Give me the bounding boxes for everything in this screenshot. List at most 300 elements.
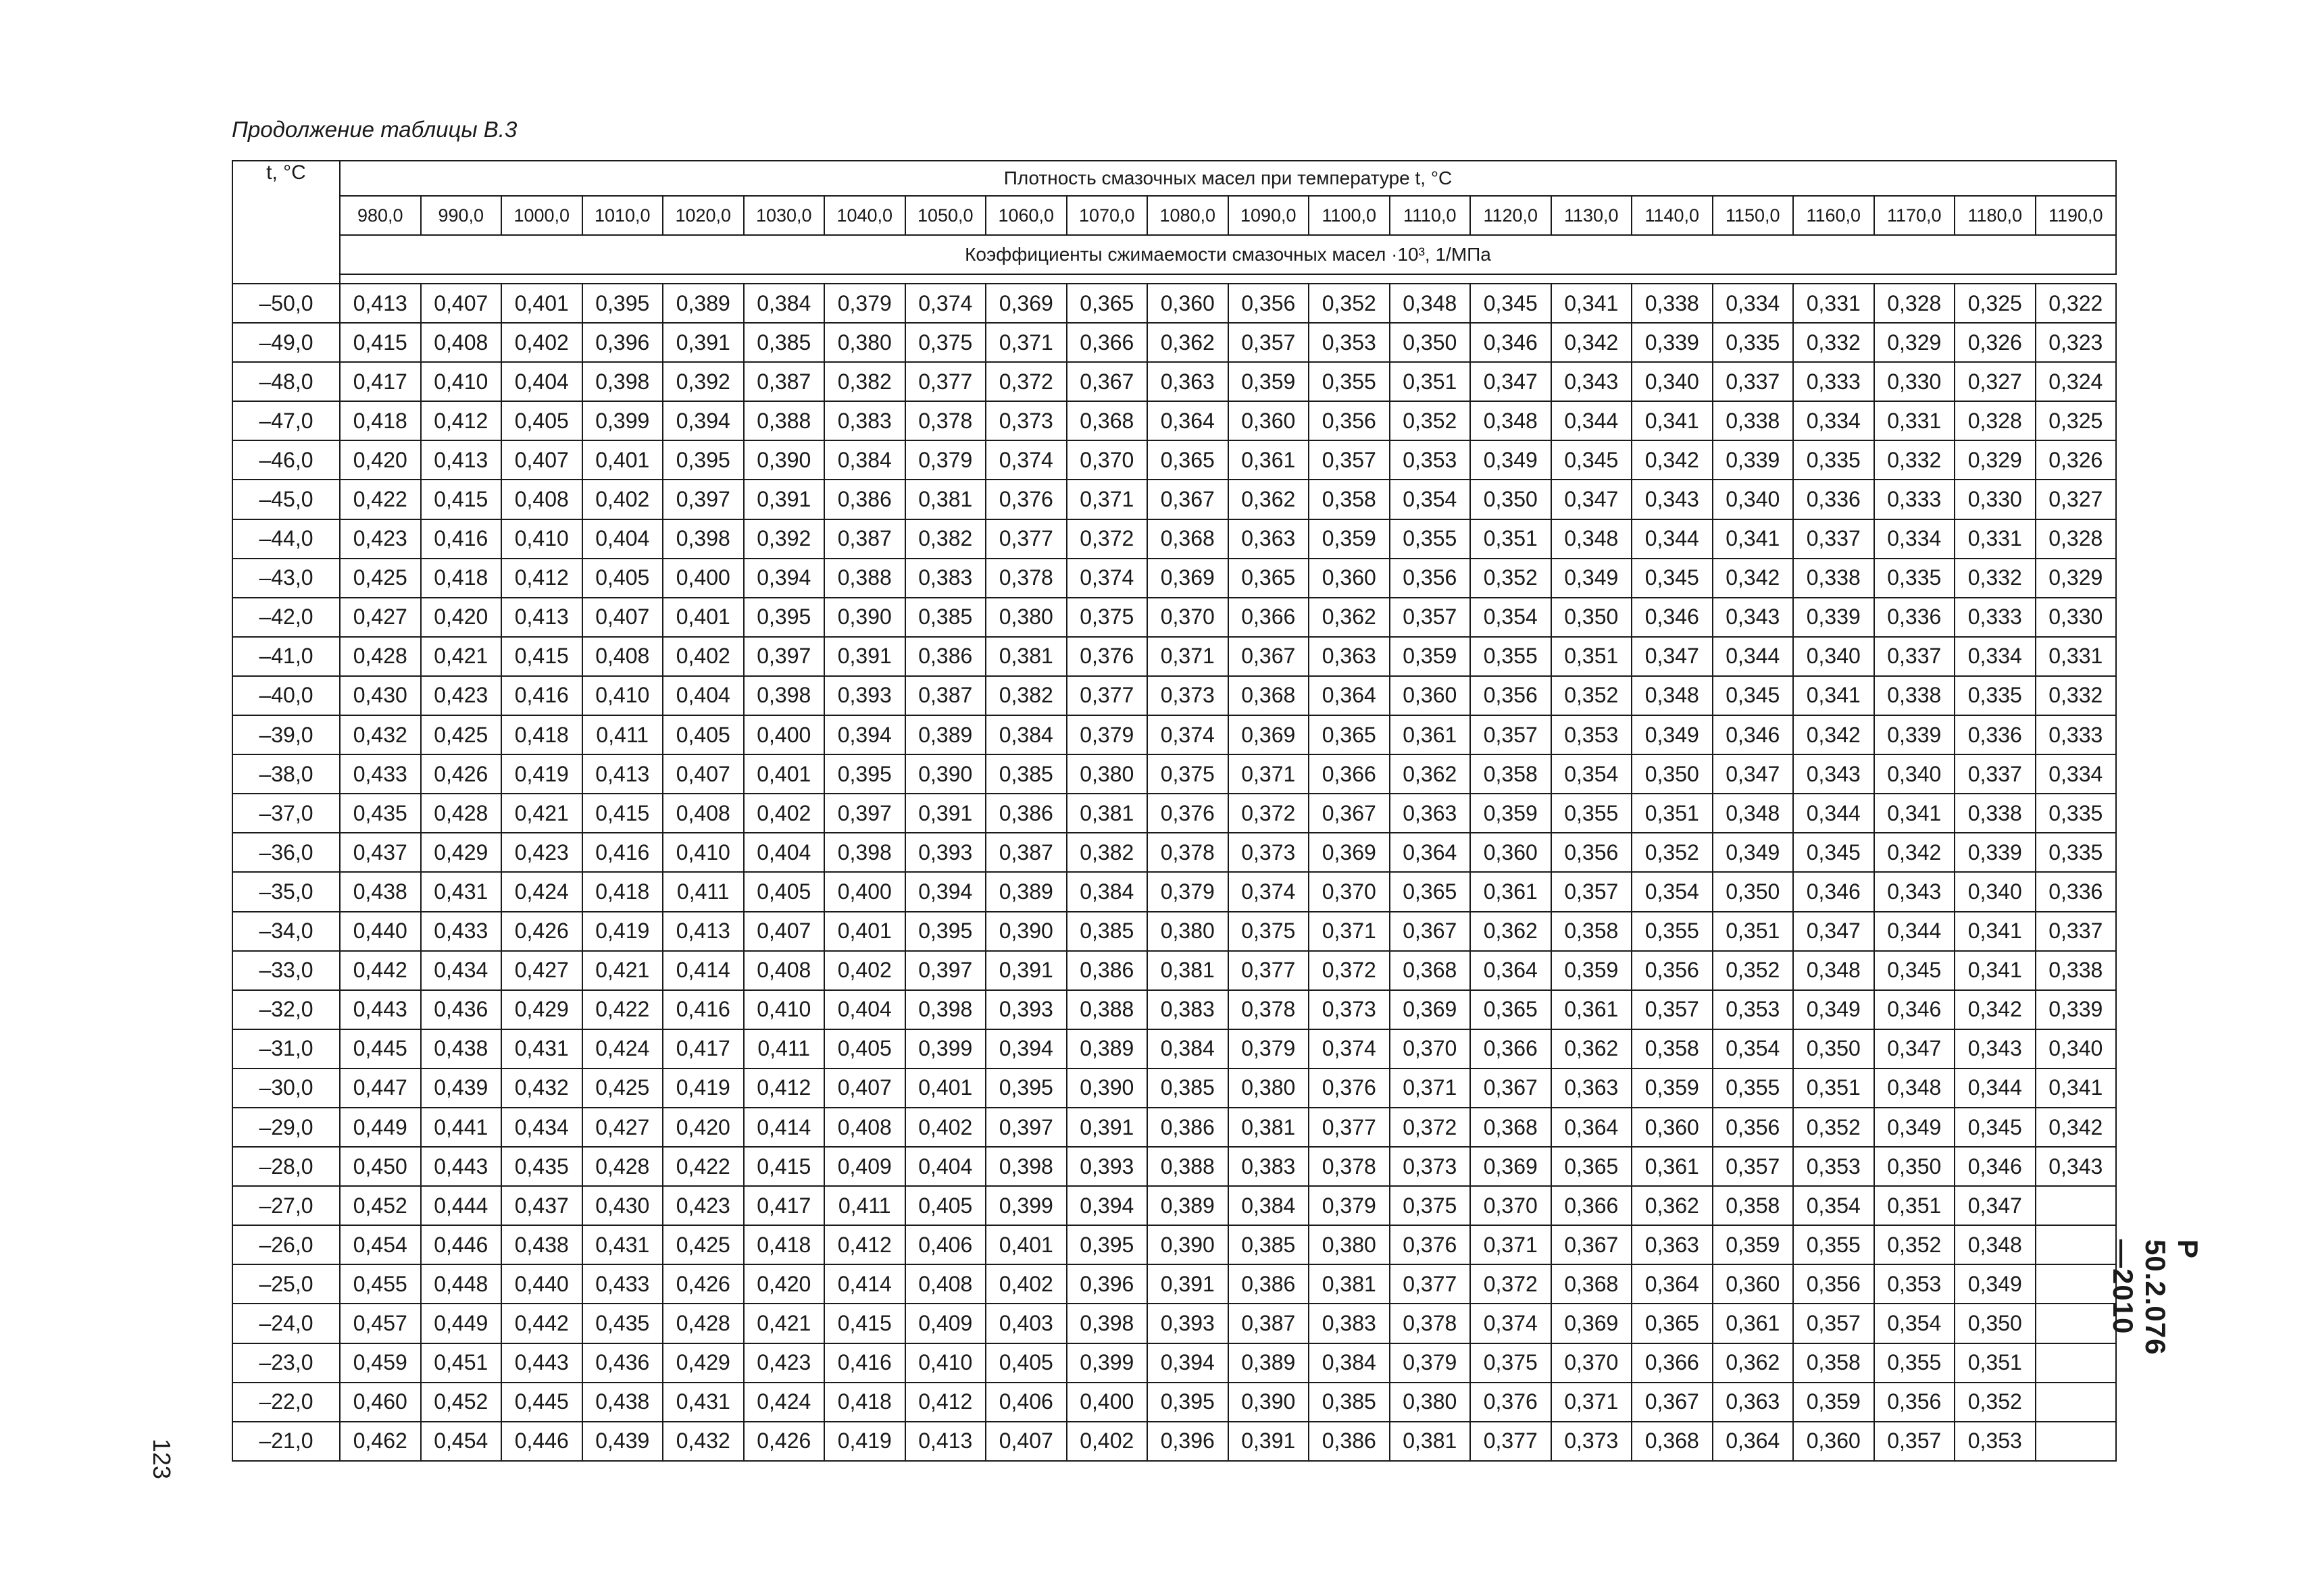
coefficient-cell: 0,361: [1390, 715, 1471, 754]
coefficient-cell: 0,418: [340, 401, 421, 440]
coefficient-cell: 0,382: [1067, 833, 1148, 872]
coefficient-cell: 0,329: [1874, 323, 1955, 362]
coefficient-cell: 0,442: [340, 951, 421, 990]
coefficient-cell: 0,443: [421, 1147, 502, 1186]
coefficient-cell: 0,397: [663, 480, 744, 519]
coefficient-cell: 0,396: [1147, 1422, 1228, 1461]
coefficient-cell: 0,412: [824, 1225, 905, 1264]
coefficient-cell: 0,440: [501, 1264, 582, 1304]
temperature-cell: –35,0: [232, 872, 340, 911]
coefficient-cell: 0,357: [1713, 1147, 1794, 1186]
coefficient-cell: 0,443: [340, 990, 421, 1029]
coefficient-cell: 0,389: [905, 715, 986, 754]
density-header-cell: 990,0: [421, 196, 502, 235]
coefficient-cell: 0,377: [986, 519, 1067, 559]
coefficient-cell: 0,435: [501, 1147, 582, 1186]
coefficient-cell: 0,352: [1713, 951, 1794, 990]
coefficient-cell: 0,393: [1147, 1304, 1228, 1343]
coefficient-cell: 0,357: [1470, 715, 1551, 754]
coefficient-cell: 0,428: [421, 794, 502, 833]
coefficient-cell: 0,423: [744, 1343, 825, 1383]
density-header-cell: 1080,0: [1147, 196, 1228, 235]
coefficient-cell: 0,379: [1309, 1186, 1390, 1225]
coefficient-cell: 0,401: [986, 1225, 1067, 1264]
coefficient-cell: 0,429: [663, 1343, 744, 1383]
coefficient-cell: 0,381: [905, 480, 986, 519]
coefficient-cell: 0,365: [1309, 715, 1390, 754]
coefficient-cell: 0,331: [1955, 519, 2036, 559]
coefficient-cell: 0,389: [663, 284, 744, 323]
coefficient-cell: 0,353: [1390, 440, 1471, 480]
coefficient-cell: 0,426: [421, 754, 502, 794]
coefficient-cell: 0,356: [1309, 401, 1390, 440]
table-row: [232, 1108, 2116, 1147]
coefficient-cell: 0,384: [1147, 1029, 1228, 1069]
coefficient-cell: 0,401: [744, 754, 825, 794]
coefficient-cell: 0,450: [340, 1147, 421, 1186]
coefficient-cell: 0,395: [1147, 1383, 1228, 1422]
coefficient-cell: 0,343: [1874, 872, 1955, 911]
coefficient-cell: 0,398: [986, 1147, 1067, 1186]
coefficient-cell: 0,356: [1228, 284, 1309, 323]
coefficient-cell: 0,431: [582, 1225, 663, 1264]
coefficient-cell: 0,328: [1874, 284, 1955, 323]
coefficient-cell: 0,341: [1955, 912, 2036, 951]
coefficient-cell: 0,415: [824, 1304, 905, 1343]
coefficient-cell: 0,401: [582, 440, 663, 480]
density-header-cell: 1020,0: [663, 196, 744, 235]
coefficient-cell: 0,348: [1470, 401, 1551, 440]
coefficient-cell: 0,339: [2036, 990, 2117, 1029]
coefficient-cell: 0,357: [1309, 440, 1390, 480]
coefficient-cell: 0,374: [905, 284, 986, 323]
coefficient-cell: 0,346: [1955, 1147, 2036, 1186]
coefficient-cell: 0,334: [2036, 754, 2117, 794]
temperature-cell: –23,0: [232, 1343, 340, 1383]
coefficient-cell: 0,415: [421, 480, 502, 519]
coefficient-cell: 0,377: [1390, 1264, 1471, 1304]
coefficient-cell: 0,359: [1309, 519, 1390, 559]
coefficient-cell: 0,393: [1067, 1147, 1148, 1186]
temperature-cell: –27,0: [232, 1186, 340, 1225]
coefficient-cell: 0,428: [663, 1304, 744, 1343]
coefficient-cell: 0,402: [582, 480, 663, 519]
coefficient-cell: 0,438: [421, 1029, 502, 1069]
coefficient-cell: 0,367: [1228, 637, 1309, 676]
coefficient-cell: 0,403: [986, 1304, 1067, 1343]
coefficient-cell: 0,348: [1713, 794, 1794, 833]
coefficient-cell: 0,334: [1713, 284, 1794, 323]
coefficient-cell: 0,330: [2036, 598, 2117, 637]
coefficient-cell: 0,397: [744, 637, 825, 676]
coefficient-cell: 0,371: [986, 323, 1067, 362]
temperature-cell: –50,0: [232, 284, 340, 323]
coefficient-cell: 0,342: [1632, 440, 1713, 480]
coefficient-cell: 0,417: [744, 1186, 825, 1225]
density-header-cell: 1000,0: [501, 196, 582, 235]
coefficient-cell: 0,331: [2036, 637, 2117, 676]
coefficient-cell: 0,406: [986, 1383, 1067, 1422]
coefficient-cell: 0,358: [1793, 1343, 1874, 1383]
coefficient-cell: 0,340: [1955, 872, 2036, 911]
coefficient-cell: 0,427: [340, 598, 421, 637]
coefficient-cell: 0,374: [1309, 1029, 1390, 1069]
coefficient-cell: 0,414: [663, 951, 744, 990]
coefficient-cell: 0,378: [1228, 990, 1309, 1029]
coefficient-cell: 0,365: [1470, 990, 1551, 1029]
coefficient-cell: 0,351: [1470, 519, 1551, 559]
coefficient-cell: 0,413: [663, 912, 744, 951]
coefficient-cell: 0,413: [421, 440, 502, 480]
table-row: [232, 598, 2116, 637]
coefficient-cell: 0,353: [1955, 1422, 2036, 1461]
coefficient-cell: 0,367: [1632, 1383, 1713, 1422]
coefficient-cell: 0,343: [1551, 362, 1632, 401]
coefficient-cell: 0,335: [1955, 676, 2036, 715]
coefficient-cell: 0,343: [1713, 598, 1794, 637]
table-row: [232, 912, 2116, 951]
coefficient-cell: 0,341: [2036, 1069, 2117, 1108]
coefficient-cell: 0,356: [1551, 833, 1632, 872]
table-row: [232, 754, 2116, 794]
temperature-cell: –41,0: [232, 637, 340, 676]
coefficient-cell: 0,373: [1309, 990, 1390, 1029]
coefficient-cell: 0,381: [1390, 1422, 1471, 1461]
temperature-cell: –45,0: [232, 480, 340, 519]
coefficient-cell: 0,401: [824, 912, 905, 951]
coefficient-cell: 0,418: [421, 559, 502, 598]
coefficient-cell: 0,427: [501, 951, 582, 990]
coefficient-cell: 0,397: [986, 1108, 1067, 1147]
coefficient-cell: 0,449: [421, 1304, 502, 1343]
coefficient-cell: 0,339: [1713, 440, 1794, 480]
coefficient-cell: 0,397: [905, 951, 986, 990]
coefficient-cell: 0,378: [905, 401, 986, 440]
coefficient-cell: 0,351: [1793, 1069, 1874, 1108]
coefficient-cell: 0,370: [1551, 1343, 1632, 1383]
temperature-cell: –29,0: [232, 1108, 340, 1147]
coefficient-cell: 0,333: [1955, 598, 2036, 637]
coefficient-cell: 0,362: [1228, 480, 1309, 519]
coefficient-cell: 0,412: [905, 1383, 986, 1422]
coefficient-cell: 0,374: [986, 440, 1067, 480]
coefficient-cell: 0,377: [1228, 951, 1309, 990]
coefficient-cell: 0,368: [1551, 1264, 1632, 1304]
coefficient-cell: 0,366: [1228, 598, 1309, 637]
coefficient-cell: 0,342: [2036, 1108, 2117, 1147]
coefficient-cell: 0,325: [1955, 284, 2036, 323]
coefficient-cell: 0,423: [340, 519, 421, 559]
coefficient-cell: 0,380: [1309, 1225, 1390, 1264]
coefficient-cell: 0,354: [1470, 598, 1551, 637]
coefficient-cell: 0,366: [1470, 1029, 1551, 1069]
coefficient-cell: 0,394: [986, 1029, 1067, 1069]
coefficient-cell: 0,388: [824, 559, 905, 598]
coefficient-cell: 0,385: [986, 754, 1067, 794]
coefficient-cell: 0,383: [1309, 1304, 1390, 1343]
coefficient-cell: 0,434: [501, 1108, 582, 1147]
coefficient-cell: 0,457: [340, 1304, 421, 1343]
coefficient-cell: 0,350: [1874, 1147, 1955, 1186]
coefficient-cell: 0,337: [2036, 912, 2117, 951]
coefficient-cell: 0,386: [1067, 951, 1148, 990]
coefficient-cell: 0,375: [1470, 1343, 1551, 1383]
table-row: [232, 637, 2116, 676]
coefficient-cell: 0,368: [1067, 401, 1148, 440]
coefficient-cell: 0,356: [1632, 951, 1713, 990]
coefficient-cell: [2036, 1186, 2117, 1225]
coefficient-cell: 0,351: [1632, 794, 1713, 833]
coefficient-cell: 0,394: [663, 401, 744, 440]
coefficient-cell: 0,352: [1309, 284, 1390, 323]
coefficient-cell: 0,335: [2036, 833, 2117, 872]
coefficient-cell: 0,389: [986, 872, 1067, 911]
coefficient-cell: 0,407: [744, 912, 825, 951]
coefficient-cell: 0,400: [744, 715, 825, 754]
coefficient-cell: 0,383: [1147, 990, 1228, 1029]
coefficient-cell: 0,412: [421, 401, 502, 440]
table-row: [232, 284, 2116, 323]
coefficient-cell: 0,436: [582, 1343, 663, 1383]
coefficient-cell: 0,363: [1713, 1383, 1794, 1422]
density-header-cell: 1160,0: [1793, 196, 1874, 235]
coefficient-cell: 0,342: [1874, 833, 1955, 872]
coefficient-cell: 0,342: [1551, 323, 1632, 362]
coefficient-cell: 0,387: [986, 833, 1067, 872]
coefficient-cell: 0,364: [1147, 401, 1228, 440]
coefficient-cell: 0,402: [905, 1108, 986, 1147]
coefficient-cell: 0,423: [421, 676, 502, 715]
coefficient-cell: 0,371: [1309, 912, 1390, 951]
coefficient-cell: 0,418: [824, 1383, 905, 1422]
density-header-cell: 1130,0: [1551, 196, 1632, 235]
coefficient-cell: 0,393: [905, 833, 986, 872]
coefficient-cell: 0,424: [744, 1383, 825, 1422]
coefficient-cell: 0,363: [1309, 637, 1390, 676]
coefficient-cell: 0,353: [1309, 323, 1390, 362]
coefficient-cell: 0,400: [824, 872, 905, 911]
coefficient-cell: 0,347: [1713, 754, 1794, 794]
coefficient-cell: 0,375: [1390, 1186, 1471, 1225]
coefficient-cell: 0,347: [1551, 480, 1632, 519]
coefficient-cell: 0,327: [1955, 362, 2036, 401]
coefficient-cell: 0,348: [1874, 1069, 1955, 1108]
coefficient-cell: 0,460: [340, 1383, 421, 1422]
coefficient-cell: 0,381: [1228, 1108, 1309, 1147]
temperature-cell: –46,0: [232, 440, 340, 480]
coefficient-cell: 0,359: [1390, 637, 1471, 676]
coefficient-cell: 0,381: [1309, 1264, 1390, 1304]
coefficient-cell: 0,360: [1470, 833, 1551, 872]
coefficient-cell: 0,330: [1874, 362, 1955, 401]
table-row: [232, 440, 2116, 480]
coefficient-cell: 0,352: [1874, 1225, 1955, 1264]
coefficient-cell: 0,378: [1147, 833, 1228, 872]
coefficient-cell: 0,392: [744, 519, 825, 559]
coefficient-cell: [2036, 1422, 2117, 1461]
coefficient-cell: 0,365: [1551, 1147, 1632, 1186]
coefficient-cell: 0,387: [744, 362, 825, 401]
coefficient-cell: 0,439: [421, 1069, 502, 1108]
coefficient-cell: 0,361: [1228, 440, 1309, 480]
coefficient-cell: 0,345: [1955, 1108, 2036, 1147]
coefficient-cell: 0,412: [744, 1069, 825, 1108]
table-row: [232, 1186, 2116, 1225]
coefficient-cell: 0,427: [582, 1108, 663, 1147]
coefficient-cell: 0,419: [663, 1069, 744, 1108]
coefficient-cell: 0,338: [2036, 951, 2117, 990]
coefficient-cell: 0,337: [1793, 519, 1874, 559]
coefficient-cell: 0,433: [421, 912, 502, 951]
coefficient-cell: 0,404: [663, 676, 744, 715]
coefficient-cell: 0,365: [1632, 1304, 1713, 1343]
coefficient-cell: 0,348: [1955, 1225, 2036, 1264]
temperature-cell: –39,0: [232, 715, 340, 754]
compressibility-table: [232, 160, 2117, 1462]
coefficient-cell: 0,367: [1390, 912, 1471, 951]
table-row: [232, 1343, 2116, 1383]
coefficient-cell: 0,436: [421, 990, 502, 1029]
coefficient-cell: 0,346: [1713, 715, 1794, 754]
coefficient-cell: 0,431: [501, 1029, 582, 1069]
coefficient-cell: 0,324: [2036, 362, 2117, 401]
table-header: [232, 161, 2116, 284]
coefficient-cell: 0,355: [1551, 794, 1632, 833]
coefficient-cell: 0,365: [1390, 872, 1471, 911]
coefficient-cell: 0,452: [340, 1186, 421, 1225]
coefficient-cell: 0,410: [582, 676, 663, 715]
coefficient-cell: 0,452: [421, 1383, 502, 1422]
coefficient-cell: 0,430: [340, 676, 421, 715]
coefficient-cell: 0,449: [340, 1108, 421, 1147]
coefficient-cell: 0,362: [1551, 1029, 1632, 1069]
coefficient-cell: 0,420: [340, 440, 421, 480]
coefficient-cell: 0,353: [1874, 1264, 1955, 1304]
coefficient-cell: 0,440: [340, 912, 421, 951]
coefficient-cell: 0,395: [744, 598, 825, 637]
coefficient-cell: 0,438: [340, 872, 421, 911]
coefficient-cell: 0,367: [1551, 1225, 1632, 1264]
coefficient-cell: 0,359: [1551, 951, 1632, 990]
coefficient-cell: 0,372: [1067, 519, 1148, 559]
table-row: [232, 559, 2116, 598]
coefficient-cell: 0,416: [421, 519, 502, 559]
temperature-cell: –49,0: [232, 323, 340, 362]
temperature-cell: –48,0: [232, 362, 340, 401]
coefficient-cell: 0,426: [663, 1264, 744, 1304]
coefficient-cell: 0,401: [905, 1069, 986, 1108]
coefficient-cell: 0,344: [1793, 794, 1874, 833]
coefficient-cell: 0,360: [1147, 284, 1228, 323]
coefficient-cell: 0,352: [1390, 401, 1471, 440]
coefficient-cell: 0,415: [582, 794, 663, 833]
coefficient-cell: 0,389: [1228, 1343, 1309, 1383]
coefficient-cell: 0,374: [1470, 1304, 1551, 1343]
coefficient-cell: 0,327: [2036, 480, 2117, 519]
coefficient-cell: 0,433: [340, 754, 421, 794]
coefficient-cell: 0,392: [663, 362, 744, 401]
table-row: [232, 676, 2116, 715]
coefficient-cell: 0,354: [1390, 480, 1471, 519]
coefficient-cell: 0,426: [744, 1422, 825, 1461]
coefficient-cell: 0,374: [1067, 559, 1148, 598]
coefficient-cell: 0,357: [1874, 1422, 1955, 1461]
coefficient-cell: 0,337: [1955, 754, 2036, 794]
coefficient-cell: 0,410: [501, 519, 582, 559]
coefficient-cell: 0,437: [501, 1186, 582, 1225]
coefficient-cell: 0,422: [582, 990, 663, 1029]
coefficient-cell: 0,356: [1390, 559, 1471, 598]
coefficient-cell: 0,345: [1551, 440, 1632, 480]
coefficient-cell: 0,355: [1793, 1225, 1874, 1264]
coefficient-cell: 0,391: [1067, 1108, 1148, 1147]
coefficient-cell: 0,343: [1632, 480, 1713, 519]
density-header-cell: 1030,0: [744, 196, 825, 235]
density-header-cell: 1050,0: [905, 196, 986, 235]
coefficient-cell: 0,408: [582, 637, 663, 676]
coefficient-cell: 0,390: [1228, 1383, 1309, 1422]
coefficient-cell: 0,371: [1470, 1225, 1551, 1264]
coefficient-title: Коэффициенты сжимаемости смазочных масел ·10³, 1/МПа: [340, 235, 2116, 274]
coefficient-cell: 0,369: [986, 284, 1067, 323]
coefficient-cell: 0,398: [663, 519, 744, 559]
coefficient-cell: 0,416: [824, 1343, 905, 1383]
coefficient-cell: 0,379: [824, 284, 905, 323]
coefficient-cell: 0,419: [824, 1422, 905, 1461]
coefficient-cell: 0,357: [1793, 1304, 1874, 1343]
coefficient-cell: 0,413: [501, 598, 582, 637]
coefficient-cell: 0,385: [1309, 1383, 1390, 1422]
coefficient-cell: 0,352: [1793, 1108, 1874, 1147]
coefficient-cell: 0,390: [744, 440, 825, 480]
coefficient-cell: 0,404: [905, 1147, 986, 1186]
coefficient-cell: 0,430: [582, 1186, 663, 1225]
coefficient-cell: 0,421: [582, 951, 663, 990]
coefficient-cell: 0,354: [1713, 1029, 1794, 1069]
coefficient-cell: 0,425: [663, 1225, 744, 1264]
coefficient-cell: 0,394: [824, 715, 905, 754]
coefficient-cell: 0,345: [1470, 284, 1551, 323]
coefficient-cell: 0,447: [340, 1069, 421, 1108]
coefficient-cell: 0,341: [1793, 676, 1874, 715]
coefficient-cell: 0,340: [1874, 754, 1955, 794]
coefficient-cell: 0,351: [1551, 637, 1632, 676]
coefficient-cell: 0,416: [663, 990, 744, 1029]
coefficient-cell: 0,404: [501, 362, 582, 401]
temperature-cell: –28,0: [232, 1147, 340, 1186]
coefficient-cell: 0,386: [824, 480, 905, 519]
coefficient-cell: 0,407: [663, 754, 744, 794]
coefficient-cell: 0,408: [824, 1108, 905, 1147]
coefficient-cell: 0,345: [1874, 951, 1955, 990]
coefficient-cell: 0,396: [582, 323, 663, 362]
coefficient-cell: 0,356: [1713, 1108, 1794, 1147]
coefficient-cell: 0,405: [663, 715, 744, 754]
coefficient-cell: 0,438: [582, 1383, 663, 1422]
coefficient-cell: 0,347: [1874, 1029, 1955, 1069]
coefficient-cell: 0,410: [744, 990, 825, 1029]
coefficient-cell: 0,432: [663, 1422, 744, 1461]
coefficient-cell: 0,384: [986, 715, 1067, 754]
coefficient-cell: 0,355: [1309, 362, 1390, 401]
temperature-cell: –30,0: [232, 1069, 340, 1108]
coefficient-cell: 0,418: [582, 872, 663, 911]
coefficient-cell: 0,391: [1228, 1422, 1309, 1461]
coefficient-cell: 0,339: [1874, 715, 1955, 754]
coefficient-cell: 0,336: [1874, 598, 1955, 637]
coefficient-cell: 0,353: [1713, 990, 1794, 1029]
coefficient-cell: 0,395: [1067, 1225, 1148, 1264]
